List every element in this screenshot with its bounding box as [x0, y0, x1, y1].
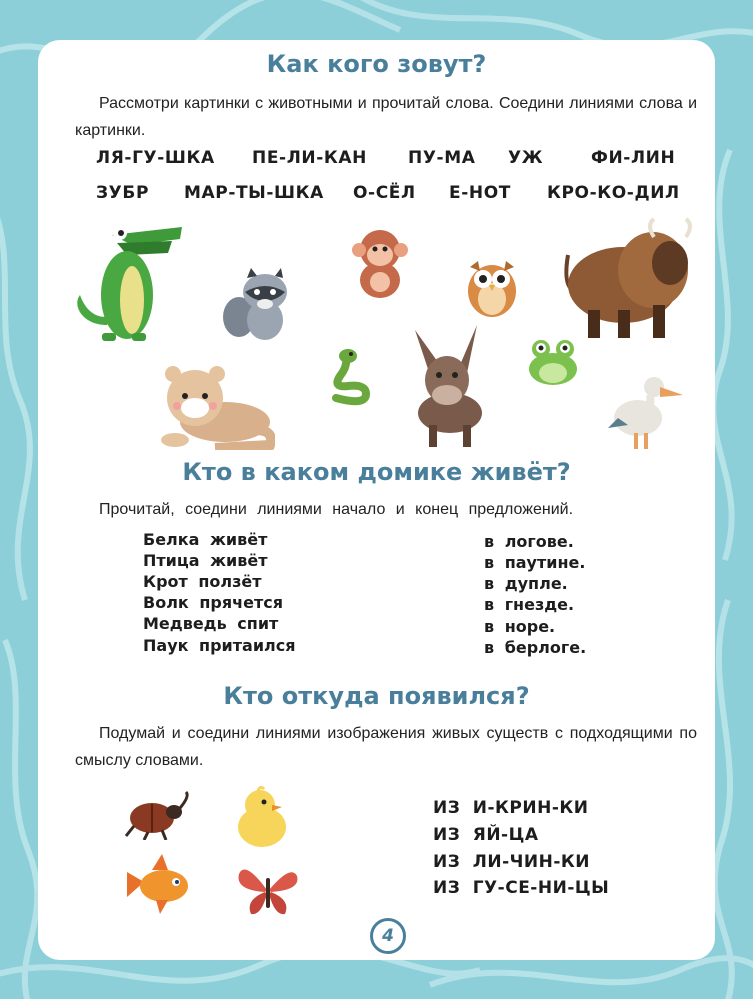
sentence-end[interactable]: в логове.: [484, 532, 574, 551]
word-enot[interactable]: Е-НОТ: [449, 183, 511, 203]
beetle-icon[interactable]: [122, 790, 192, 840]
page-number: 4: [370, 918, 406, 954]
sentence-start[interactable]: Белка живёт: [143, 530, 268, 549]
owl-icon[interactable]: [462, 255, 522, 320]
section3-title: Кто откуда появился?: [223, 682, 530, 710]
bison-icon[interactable]: [558, 215, 703, 340]
sentence-end[interactable]: в гнезде.: [484, 595, 575, 614]
butterfly-icon[interactable]: [235, 860, 301, 920]
sentence-start[interactable]: Крот ползёт: [143, 572, 262, 591]
word-osel[interactable]: О-СЁЛ: [353, 183, 416, 203]
donkey-icon[interactable]: [405, 325, 495, 450]
word-filin[interactable]: ФИ-ЛИН: [591, 148, 676, 168]
from-word[interactable]: ИЗ ГУ-СЕ-НИ-ЦЫ: [433, 878, 610, 898]
word-pelikan[interactable]: ПЕ-ЛИ-КАН: [252, 148, 367, 168]
word-martyshka[interactable]: МАР-ТЫ-ШКА: [184, 183, 324, 203]
pelican-icon[interactable]: [608, 373, 683, 453]
raccoon-icon[interactable]: [217, 262, 297, 342]
crocodile-icon[interactable]: [72, 215, 192, 345]
sentence-end[interactable]: в берлоге.: [484, 638, 587, 657]
word-lyagushka[interactable]: ЛЯ-ГУ-ШКА: [96, 148, 215, 168]
sentence-start[interactable]: Медведь спит: [143, 614, 279, 633]
sentence-end[interactable]: в паутине.: [484, 553, 586, 572]
word-zubr[interactable]: ЗУБР: [96, 183, 150, 203]
sentence-end[interactable]: в дупле.: [484, 574, 568, 593]
from-word[interactable]: ИЗ ЛИ-ЧИН-КИ: [433, 852, 590, 872]
from-word[interactable]: ИЗ ЯЙ-ЦА: [433, 825, 539, 845]
sentence-end[interactable]: в норе.: [484, 617, 556, 636]
from-word[interactable]: ИЗ И-КРИН-КИ: [433, 798, 589, 818]
snake-icon[interactable]: [326, 348, 376, 408]
section1-title: Как кого зовут?: [266, 50, 487, 78]
monkey-icon[interactable]: [345, 222, 415, 302]
chick-icon[interactable]: [230, 785, 290, 850]
word-uzh[interactable]: УЖ: [508, 148, 544, 168]
sentence-start[interactable]: Паук притаился: [143, 636, 296, 655]
sentence-start[interactable]: Птица живёт: [143, 551, 268, 570]
frog-icon[interactable]: [523, 333, 583, 388]
section2-instruction: Прочитай, соедини линиями начало и конец предложений.: [99, 501, 574, 518]
section1-instruction: Рассмотри картинки с животными и прочитай слова. Соедини линиями слова и картинки.: [75, 95, 697, 139]
section3-instruction: Подумай и соедини линиями изображения живых существ с подходящими по смыслу словами.: [75, 725, 697, 769]
sentence-start[interactable]: Волк прячется: [143, 593, 283, 612]
word-krokodil[interactable]: КРО-КО-ДИЛ: [547, 183, 680, 203]
section2-title: Кто в каком домике живёт?: [182, 458, 571, 486]
word-puma[interactable]: ПУ-МА: [408, 148, 476, 168]
puma-icon[interactable]: [155, 360, 275, 450]
fish-icon[interactable]: [122, 852, 194, 917]
